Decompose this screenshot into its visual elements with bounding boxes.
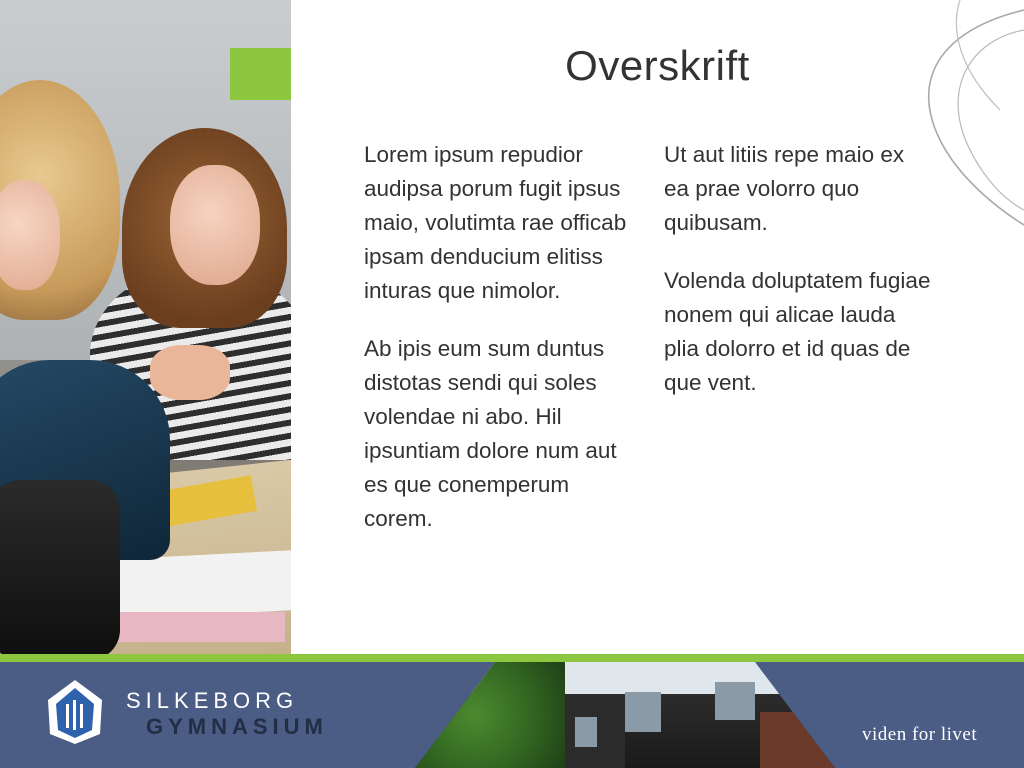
paragraph: Ut aut litiis repe maio ex ea prae volorro quo quibusam. bbox=[664, 142, 905, 235]
slide-title: Overskrift bbox=[565, 42, 750, 89]
paragraph: Ab ipis eum sum duntus distotas sendi qui soles volendae ni abo. Hil ipsuntiam dolore num aut es que conemperum corem. bbox=[364, 336, 617, 531]
silkeborg-gymnasium-logo-icon bbox=[44, 678, 106, 746]
tagline: viden for livet bbox=[862, 724, 978, 745]
right-text-column bbox=[664, 138, 934, 424]
brand-name-line1: SILKEBORG bbox=[126, 688, 299, 713]
paragraph: Volenda doluptatem fugiae nonem qui alicae lauda plia dolorro et id quas de que vent. bbox=[664, 268, 931, 395]
paragraph: Lorem ipsum repudior audipsa porum fugit ipsus maio, volutimta rae officab ipsam denducium elitiss inturas que nimolor. bbox=[364, 142, 627, 303]
footer-green-line bbox=[0, 654, 1024, 662]
green-accent-block bbox=[230, 48, 291, 100]
left-text-column bbox=[364, 138, 634, 560]
brand-name-line2: GYMNASIUM bbox=[146, 714, 328, 739]
